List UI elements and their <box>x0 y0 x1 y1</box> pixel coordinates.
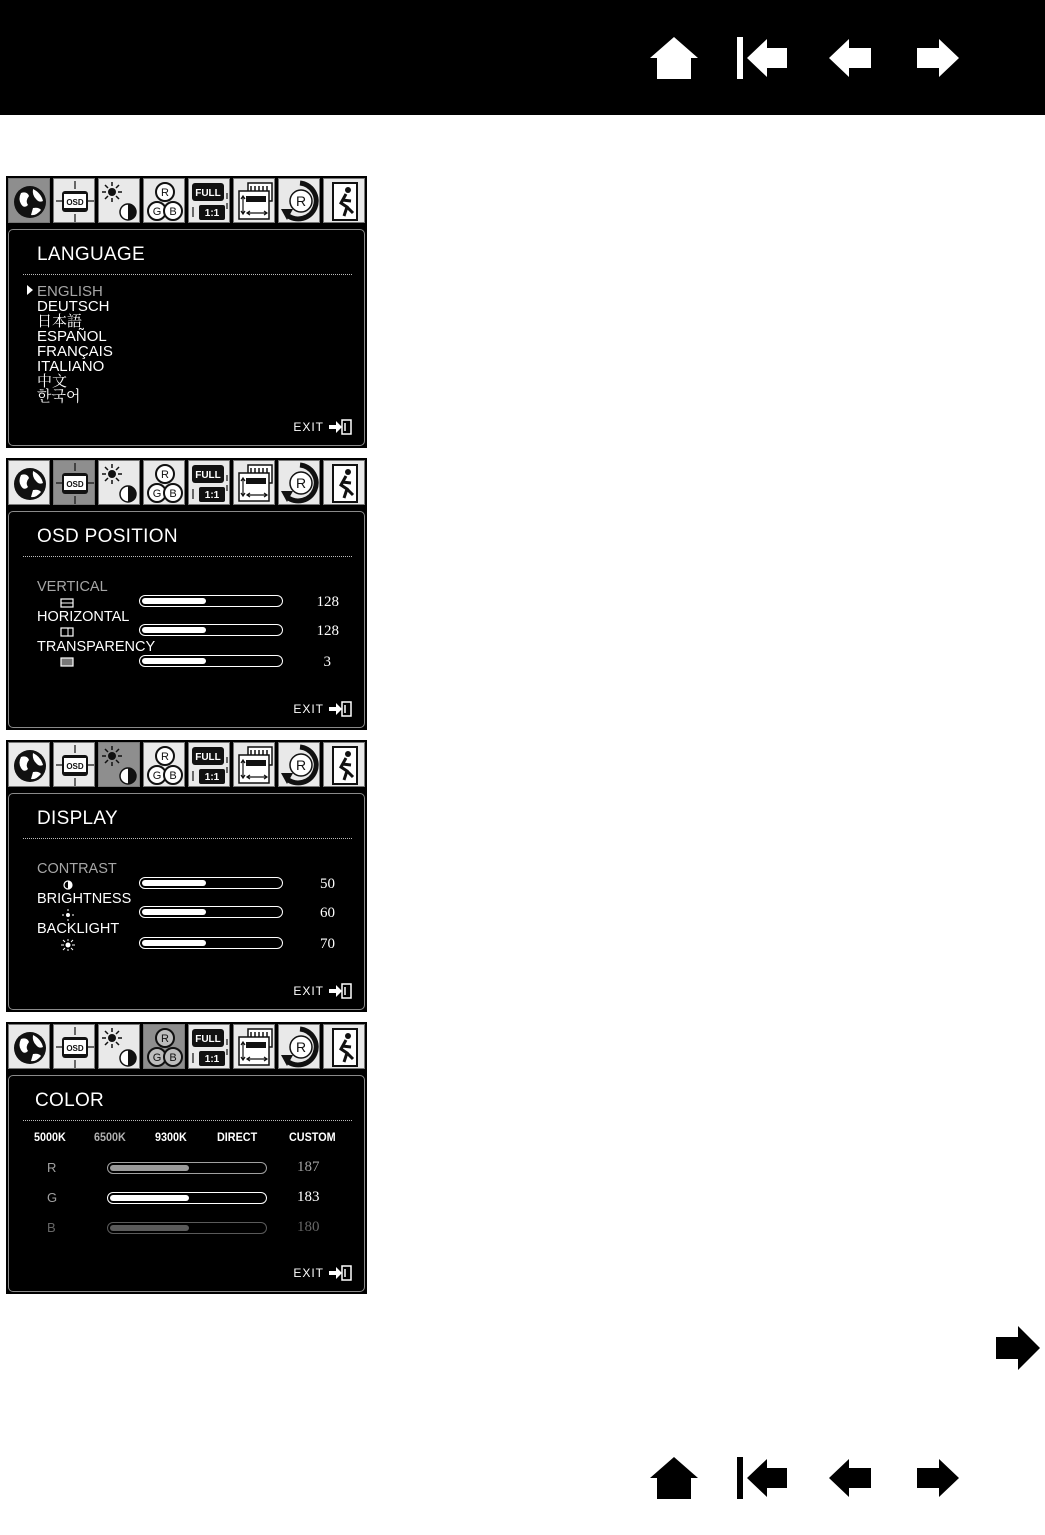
slider-fill <box>142 627 206 633</box>
osd-position-menu <box>6 458 367 730</box>
top-navigation <box>630 28 982 88</box>
blue-slider[interactable] <box>107 1222 267 1234</box>
backlight-slider[interactable] <box>139 937 283 949</box>
exit-label: EXIT <box>293 984 324 998</box>
continue-next-icon[interactable] <box>994 1322 1042 1374</box>
svg-text:R: R <box>295 1039 307 1055</box>
adjust-screen-icon <box>234 1025 275 1069</box>
home-icon <box>648 34 700 82</box>
osd-position-icon <box>54 461 95 505</box>
language-globe-icon <box>9 1025 50 1069</box>
svg-text:G: G <box>152 1052 162 1064</box>
osd-tab-scaling[interactable] <box>188 1024 230 1069</box>
osd-tab-display[interactable] <box>98 1024 140 1069</box>
display-brightness-contrast-icon <box>99 179 140 223</box>
osd-tab-reset[interactable] <box>278 460 320 505</box>
osd-tab-osd-position[interactable] <box>53 460 95 505</box>
preset-custom[interactable]: CUSTOM <box>289 1130 336 1144</box>
slider-fill <box>142 880 206 886</box>
svg-text:1:1: 1:1 <box>204 772 220 783</box>
previous-page-icon <box>827 34 873 82</box>
osd-position-icon <box>54 743 95 787</box>
svg-text:FULL: FULL <box>195 470 221 481</box>
preset-9300k[interactable]: 9300K <box>155 1130 187 1144</box>
slider-label-contrast: CONTRAST <box>37 861 117 877</box>
adjust-screen-icon <box>234 743 275 787</box>
adjust-screen-icon <box>234 461 275 505</box>
osd-icon-row <box>8 178 365 226</box>
svg-text:1:1: 1:1 <box>204 490 220 501</box>
language-option-francais[interactable]: FRANÇAIS <box>37 343 113 360</box>
language-option-english[interactable]: ENGLISH <box>37 283 103 300</box>
svg-text:OSD: OSD <box>66 1044 84 1053</box>
osd-tab-exit[interactable] <box>323 742 365 787</box>
scaling-full-icon <box>189 179 230 223</box>
panel-title: COLOR <box>35 1090 105 1111</box>
previous-page-icon <box>827 1454 873 1502</box>
brightness-value: 60 <box>320 905 335 921</box>
osd-tab-color[interactable] <box>143 742 185 787</box>
slider-label-brightness: BRIGHTNESS <box>37 891 132 907</box>
svg-text:B: B <box>169 770 177 782</box>
exit-running-man-icon <box>324 743 365 787</box>
red-slider[interactable] <box>107 1162 267 1174</box>
osd-tab-adjust[interactable] <box>233 1024 275 1069</box>
display-brightness-contrast-icon <box>99 743 140 787</box>
slider-fill <box>142 909 206 915</box>
osd-position-icon <box>54 1025 95 1069</box>
osd-tab-display[interactable] <box>98 742 140 787</box>
vertical-slider[interactable] <box>139 595 283 607</box>
osd-tab-display[interactable] <box>98 178 140 223</box>
scaling-full-icon <box>189 461 230 505</box>
exit-door-icon <box>328 983 352 999</box>
home-icon <box>648 1454 700 1502</box>
preset-direct[interactable]: DIRECT <box>217 1130 258 1144</box>
osd-tab-language[interactable] <box>8 178 50 223</box>
reset-icon <box>279 1025 320 1069</box>
svg-text:B: B <box>169 488 177 500</box>
osd-tab-scaling[interactable] <box>188 460 230 505</box>
osd-position-panel <box>8 511 365 728</box>
exit-door-icon <box>328 1265 352 1281</box>
svg-text:R: R <box>161 469 169 481</box>
channel-label-g: G <box>47 1190 58 1205</box>
osd-tab-osd-position[interactable] <box>53 1024 95 1069</box>
panel-title: OSD POSITION <box>37 526 178 547</box>
osd-tab-adjust[interactable] <box>233 460 275 505</box>
exit-door-icon <box>328 701 352 717</box>
osd-tab-color[interactable] <box>143 178 185 223</box>
osd-tab-adjust[interactable] <box>233 178 275 223</box>
display-panel <box>8 793 365 1010</box>
osd-icon-row <box>8 1024 365 1072</box>
osd-icon-row <box>8 742 365 790</box>
svg-text:1:1: 1:1 <box>204 208 220 219</box>
first-page-icon <box>735 1454 789 1502</box>
osd-tab-exit[interactable] <box>323 1024 365 1069</box>
svg-text:FULL: FULL <box>195 188 221 199</box>
svg-text:FULL: FULL <box>195 1034 221 1045</box>
slider-label-horizontal: HORIZONTAL <box>37 609 130 625</box>
first-page-button[interactable] <box>718 1448 806 1508</box>
vertical-position-icon <box>59 598 75 608</box>
slider-fill <box>110 1165 189 1171</box>
next-page-icon <box>915 1454 961 1502</box>
exit-door-icon <box>328 419 352 435</box>
display-brightness-contrast-icon <box>99 461 140 505</box>
slider-fill <box>142 940 206 946</box>
language-globe-icon <box>9 743 50 787</box>
scaling-full-icon <box>189 1025 230 1069</box>
slider-label-transparency: TRANSPARENCY <box>37 639 156 655</box>
osd-tab-scaling[interactable] <box>188 742 230 787</box>
exit-label: EXIT <box>293 702 324 716</box>
svg-text:OSD: OSD <box>66 762 84 771</box>
osd-tab-osd-position[interactable] <box>53 178 95 223</box>
language-globe-icon <box>9 461 50 505</box>
home-button[interactable] <box>630 28 718 88</box>
exit-button[interactable] <box>293 701 352 717</box>
osd-display-menu <box>6 740 367 1012</box>
osd-tab-reset[interactable] <box>278 1024 320 1069</box>
color-rgb-icon <box>144 461 185 505</box>
exit-button[interactable] <box>293 1265 352 1281</box>
slider-fill <box>142 598 206 604</box>
slider-fill <box>142 658 206 664</box>
osd-tab-reset[interactable] <box>278 178 320 223</box>
osd-tab-osd-position[interactable] <box>53 742 95 787</box>
brightness-icon <box>62 909 74 921</box>
preset-5000k[interactable]: 5000K <box>34 1130 66 1144</box>
osd-icon-text: OSD <box>66 198 84 207</box>
language-option-chinese[interactable]: 中文 <box>37 373 68 390</box>
osd-tab-language[interactable] <box>8 460 50 505</box>
exit-running-man-icon <box>324 1025 365 1069</box>
horizontal-slider[interactable] <box>139 624 283 636</box>
bottom-navigation <box>630 1448 982 1508</box>
next-page-button[interactable] <box>894 28 982 88</box>
language-option-japanese[interactable]: 日本語 <box>37 313 83 330</box>
contrast-value: 50 <box>320 876 335 892</box>
svg-text:R: R <box>295 475 307 491</box>
next-page-button[interactable] <box>894 1448 982 1508</box>
svg-text:B: B <box>169 1052 177 1064</box>
osd-tab-language[interactable] <box>8 1024 50 1069</box>
osd-tab-display[interactable] <box>98 460 140 505</box>
language-option-italiano[interactable]: ITALIANO <box>37 358 105 375</box>
color-rgb-icon <box>144 179 185 223</box>
exit-button[interactable] <box>293 419 352 435</box>
brightness-slider[interactable] <box>139 906 283 918</box>
scaling-full-icon <box>189 743 230 787</box>
language-option-korean[interactable]: 한국어 <box>37 388 81 405</box>
channel-label-b: B <box>47 1220 56 1235</box>
color-panel <box>8 1075 365 1292</box>
reset-icon <box>279 743 320 787</box>
svg-text:R: R <box>161 751 169 763</box>
previous-page-button[interactable] <box>806 1448 894 1508</box>
osd-color-menu <box>6 1022 367 1294</box>
selection-caret-icon <box>27 285 33 295</box>
osd-tab-reset[interactable] <box>278 742 320 787</box>
green-slider[interactable] <box>107 1192 267 1204</box>
contrast-icon <box>62 880 74 890</box>
osd-language-menu <box>6 176 367 448</box>
backlight-value: 70 <box>320 936 335 952</box>
color-rgb-icon <box>144 743 185 787</box>
adjust-screen-icon <box>234 179 275 223</box>
divider <box>23 838 352 839</box>
panel-title: LANGUAGE <box>37 244 145 265</box>
slider-fill <box>110 1225 189 1231</box>
backlight-icon <box>61 939 75 951</box>
red-value: 187 <box>297 1159 320 1175</box>
exit-label: EXIT <box>293 420 324 434</box>
slider-fill <box>110 1195 189 1201</box>
svg-text:FULL: FULL <box>195 752 221 763</box>
preset-6500k[interactable]: 6500K <box>94 1130 126 1144</box>
osd-tab-color[interactable] <box>143 1024 185 1069</box>
vertical-value: 128 <box>316 594 339 610</box>
svg-text:G: G <box>152 488 162 500</box>
next-page-icon <box>915 34 961 82</box>
green-value: 183 <box>297 1189 320 1205</box>
osd-tab-language[interactable] <box>8 742 50 787</box>
osd-tab-color[interactable] <box>143 460 185 505</box>
divider <box>23 1120 352 1121</box>
first-page-icon <box>735 34 789 82</box>
svg-text:G: G <box>152 770 162 782</box>
blue-value: 180 <box>297 1219 320 1235</box>
osd-icon-row <box>8 460 365 508</box>
svg-text:R: R <box>295 757 307 773</box>
previous-page-button[interactable] <box>806 28 894 88</box>
svg-text:OSD: OSD <box>66 480 84 489</box>
osd-tab-exit[interactable] <box>323 178 365 223</box>
svg-text:G: G <box>152 206 162 218</box>
exit-button[interactable] <box>293 983 352 999</box>
horizontal-position-icon <box>59 627 75 637</box>
reset-icon <box>279 179 320 223</box>
contrast-slider[interactable] <box>139 877 283 889</box>
exit-running-man-icon <box>324 461 365 505</box>
transparency-slider[interactable] <box>139 655 283 667</box>
exit-label: EXIT <box>293 1266 324 1280</box>
transparency-icon <box>59 657 75 667</box>
slider-label-backlight: BACKLIGHT <box>37 921 120 937</box>
osd-tab-exit[interactable] <box>323 460 365 505</box>
svg-text:B: B <box>169 206 177 218</box>
channel-label-r: R <box>47 1160 57 1175</box>
exit-running-man-icon <box>324 179 365 223</box>
svg-text:R: R <box>161 1033 169 1045</box>
svg-text:R: R <box>161 187 169 199</box>
display-brightness-contrast-icon <box>99 1025 140 1069</box>
home-button[interactable] <box>630 1448 718 1508</box>
language-globe-icon <box>9 179 50 223</box>
svg-text:R: R <box>295 193 307 209</box>
language-option-deutsch[interactable]: DEUTSCH <box>37 298 110 315</box>
language-option-espanol[interactable]: ESPAÑOL <box>37 328 107 345</box>
slider-label-vertical: VERTICAL <box>37 579 108 595</box>
osd-tab-scaling[interactable] <box>188 178 230 223</box>
color-rgb-icon <box>144 1025 185 1069</box>
language-panel <box>8 229 365 446</box>
first-page-button[interactable] <box>718 28 806 88</box>
horizontal-value: 128 <box>316 623 339 639</box>
reset-icon <box>279 461 320 505</box>
transparency-value: 3 <box>323 654 331 670</box>
panel-title: DISPLAY <box>37 808 118 829</box>
osd-position-icon <box>54 179 95 223</box>
osd-tab-adjust[interactable] <box>233 742 275 787</box>
divider <box>23 274 352 275</box>
divider <box>23 556 352 557</box>
svg-text:1:1: 1:1 <box>204 1054 220 1065</box>
